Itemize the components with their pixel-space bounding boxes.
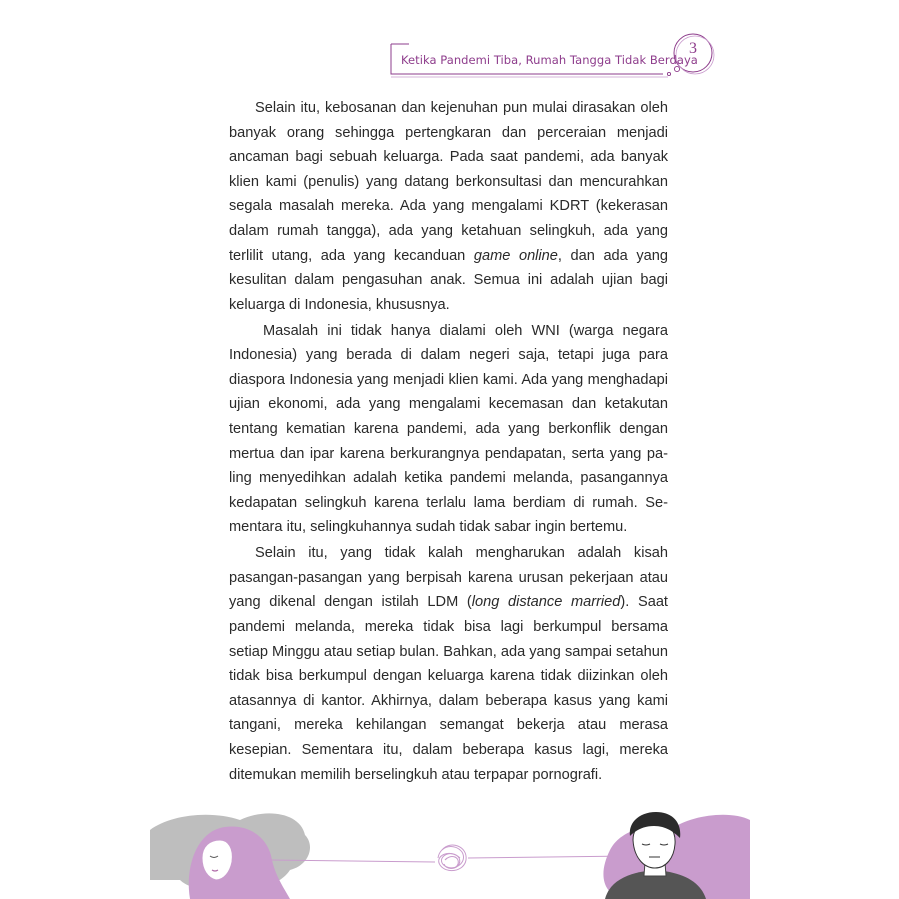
body-text	[229, 96, 668, 789]
text-run: Selain itu, yang tidak kalah mengharukan adalah kisah pasangan-pasangan yang berpisah karena urusan pekerjaan atau yang dikenal dengan istilah LDM (	[229, 545, 668, 611]
italic-term: long distance married	[471, 594, 621, 611]
couple-illustration	[150, 810, 750, 899]
text-run: Masalah ini tidak hanya dialami oleh WNI (warga negara Indonesia) yang berada di dalam negeri saja, tetapi juga para diaspora Indonesia yang menjadi klien kami. Ada yang menghadapi ujian ekonomi, ada yang mengalami kecemasan dan ketakutan tentang kematian karena pandemi, ada yang berkonflik dengan mertua dan ipar karena berkurangnya pendapatan, serta yang paling menyedihkan adalah ketika pandemi melanda, pasangannya kedapatan selingkuh karena terlalu lama berdiam di rumah. Sementara itu, selingkuhannya sudah tidak sabar ingin bertemu.	[229, 322, 668, 536]
running-header	[385, 30, 715, 90]
italic-term: game online	[473, 247, 558, 264]
text-run: Selain itu, kebosanan dan kejenuhan pun mulai dirasakan oleh banyak orang sehingga pertengkaran dan perceraian menjadi ancaman bagi sebuah keluarga. Pada saat pandemi, ada banyak klien kami (penulis) yang datang berkonsultasi dan mencurahkan segala masalah mereka. Ada yang mengalami KDRT (kekerasan dalam rumah tangga), ada yang ketahuan selingkuh, ada yang terlilit utang, ada yang kecanduan	[229, 100, 668, 264]
text-run: ). Saat pandemi melanda, mereka tidak bisa lagi berkumpul bersama setiap Minggu atau setiap bulan. Bahkan, ada yang sampai setahun tidak bisa berkumpul dengan keluarga karena tidak diizinkan oleh atasannya di kantor. Akhirnya, dalam beberapa kasus yang kami tangani, mereka kehilangan semangat bekerja atau merasa kesepian. Sementara itu, dalam beberapa kasus lagi, mereka ditemukan memilih berselingkuh atau terpapar pornografi.	[229, 594, 668, 783]
connecting-thread-line-right	[468, 856, 630, 858]
running-header-title: Ketika Pandemi Tiba, Rumah Tangga Tidak Berdaya	[401, 53, 698, 67]
paragraph-1	[229, 96, 668, 317]
text-run: , dan ada yang kesulitan dalam pengasuhan anak. Semua ini adalah ujian bagi keluarga di Indonesia, khususnya.	[229, 247, 669, 313]
paragraph-3	[229, 541, 668, 787]
tangled-thread-knot	[438, 845, 466, 871]
paragraph-2	[229, 319, 668, 540]
page-number: 3	[689, 40, 697, 57]
